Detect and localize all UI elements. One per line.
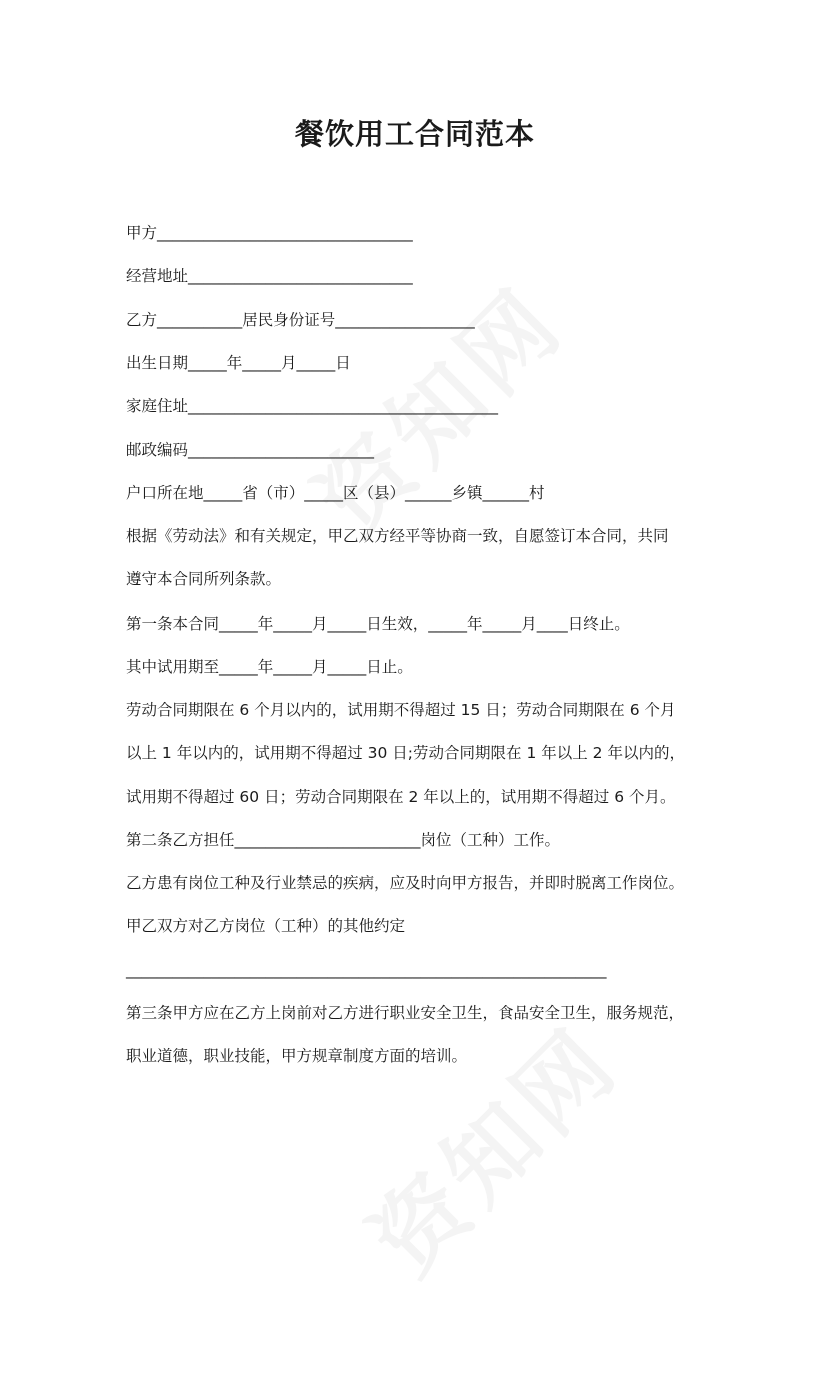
home-address-line: 家庭住址________________________________________ <box>126 397 499 415</box>
household-registration-line: 户口所在地_____省（市）_____区（县）______乡镇______村 <box>126 484 545 502</box>
birth-date-line: 出生日期_____年_____月_____日 <box>126 354 351 372</box>
party-b-line: 乙方___________居民身份证号__________________ <box>126 311 475 329</box>
probation-line: 其中试用期至_____年_____月_____日止。 <box>126 658 413 676</box>
paragraph-line: 劳动合同期限在 6 个月以内的，试用期不得超过 15 日；劳动合同期限在 6 个月 <box>126 701 676 719</box>
blank-fill-line: ______________________________________________________________ <box>126 961 607 979</box>
paragraph-line: 遵守本合同所列条款。 <box>126 570 282 588</box>
business-address-line: 经营地址_____________________________ <box>126 267 413 285</box>
document-title: 餐饮用工合同范本 <box>294 117 535 151</box>
article-three-line: 第三条甲方应在乙方上岗前对乙方进行职业安全卫生，食品安全卫生，服务规范， <box>126 1004 685 1022</box>
paragraph-line: 试用期不得超过 60 日；劳动合同期限在 2 年以上的，试用期不得超过 6 个月。 <box>126 788 676 806</box>
paragraph-line: 职业道德，职业技能，甲方规章制度方面的培训。 <box>126 1047 468 1065</box>
party-a-line: 甲方_________________________________ <box>126 224 413 242</box>
paragraph-line: 以上 1 年以内的，试用期不得超过 30 日;劳动合同期限在 1 年以上 2 年以内的， <box>126 744 685 762</box>
article-one-line: 第一条本合同_____年_____月_____日生效，_____年_____月____日终止。 <box>126 615 630 633</box>
paragraph-line: 甲乙双方对乙方岗位（工种）的其他约定 <box>126 917 406 935</box>
article-two-line: 第二条乙方担任________________________岗位（工种）工作。 <box>126 831 561 849</box>
paragraph-line: 根据《劳动法》和有关规定，甲乙双方经平等协商一致，自愿签订本合同，共同 <box>126 527 669 545</box>
postal-code-line: 邮政编码________________________ <box>126 441 375 459</box>
watermark <box>259 915 720 1376</box>
paragraph-line: 乙方患有岗位工种及行业禁忌的疾病，应及时向甲方报告，并即时脱离工作岗位。 <box>126 874 685 892</box>
